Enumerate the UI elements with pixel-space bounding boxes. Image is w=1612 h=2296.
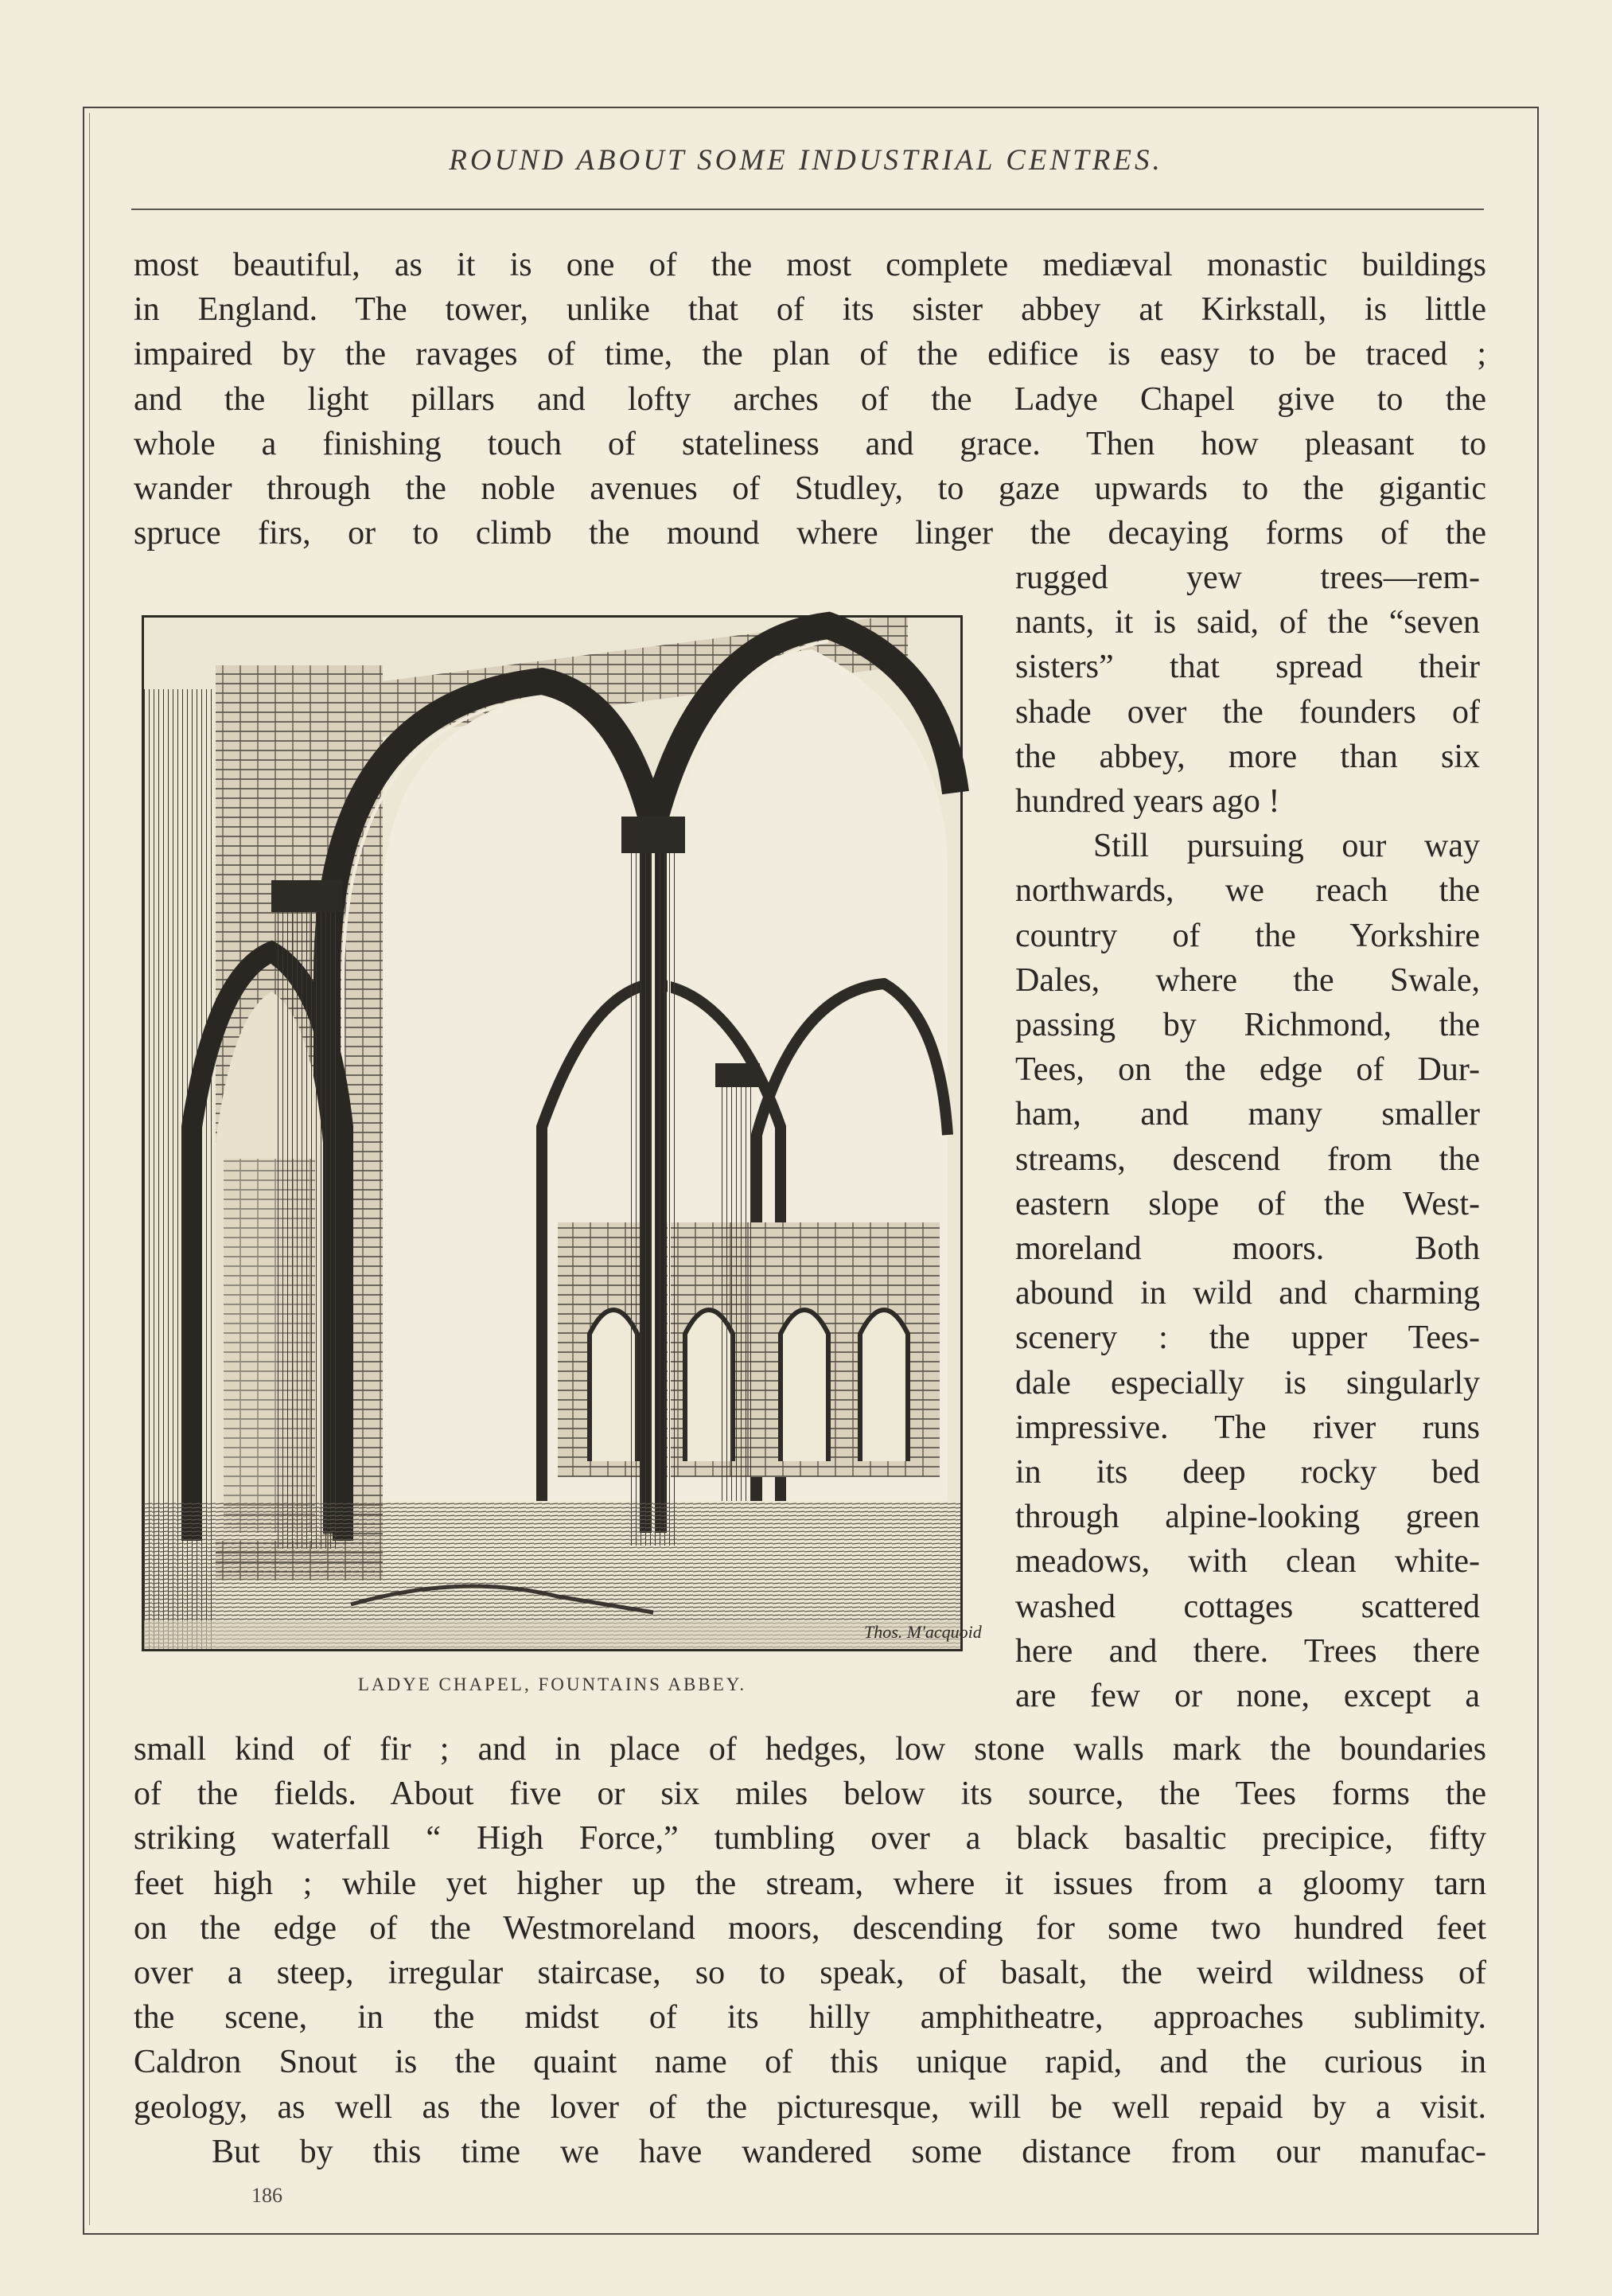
engraver-signature: Thos. M'acquoid	[864, 1622, 982, 1642]
text-line: striking waterfall “ High Force,” tumbling over a black basaltic precipice, fifty	[134, 1820, 1486, 1857]
text-line: wander through the noble avenues of Studley, to gaze upwards to the gigantic	[134, 470, 1486, 508]
column-capital	[621, 817, 685, 853]
text-line: abound in wild and charming	[1015, 1275, 1480, 1312]
text-line: whole a finishing touch of stateliness and grace. Then how pleasant to	[134, 425, 1486, 462]
text-line: most beautiful, as it is one of the most complete mediæval monastic buildings	[134, 247, 1486, 283]
text-line: here and there. Trees there	[1015, 1632, 1480, 1670]
text-line: impaired by the ravages of time, the plan of the edifice is easy to be traced ;	[134, 336, 1486, 373]
text-line: rugged yew trees—rem-	[1015, 559, 1480, 596]
header-rule	[131, 209, 1484, 210]
text-line: sisters” that spread their	[1015, 649, 1480, 686]
text-line: geology, as well as the lover of the picturesque, will be well repaid by a visit.	[134, 2088, 1486, 2126]
top-paragraph	[134, 243, 1486, 555]
text-line: Caldron Snout is the quaint name of this unique rapid, and the curious in	[134, 2044, 1486, 2081]
text-line: hundred years ago !	[1015, 783, 1280, 821]
bottom-paragraph	[134, 1727, 1486, 2174]
left-capital	[271, 880, 343, 912]
text-line: in its deep rocky bed	[1015, 1454, 1480, 1491]
second-column	[722, 1087, 753, 1501]
left-column-cluster	[275, 912, 339, 1549]
text-line: passing by Richmond, the	[1015, 1007, 1480, 1044]
text-line: Dales, where the Swale,	[1015, 961, 1480, 999]
figure-caption: LADYE CHAPEL, FOUNTAINS ABBEY.	[357, 1674, 747, 1694]
text-line: scenery : the upper Tees-	[1015, 1320, 1480, 1357]
text-line: and the light pillars and lofty arches of the Ladye Chapel give to the	[134, 380, 1486, 418]
text-line: washed cottages scattered	[1015, 1588, 1480, 1625]
text-line: the scene, in the midst of its hilly amphitheatre, approaches sublimity.	[134, 1999, 1486, 2037]
running-title: ROUND ABOUT SOME INDUSTRIAL CENTRES.	[449, 144, 1163, 177]
text-line: meadows, with clean white-	[1015, 1543, 1480, 1581]
second-column-capital	[715, 1063, 760, 1087]
text-line: on the edge of the Westmoreland moors, descending for some two hundred feet	[134, 1909, 1486, 1947]
text-line: in England. The tower, unlike that of its sister abbey at Kirkstall, is little	[134, 291, 1486, 329]
text-line: streams, descend from the	[1015, 1140, 1480, 1178]
text-line: moreland moors. Both	[1015, 1230, 1480, 1268]
text-line: eastern slope of the West-	[1015, 1185, 1480, 1222]
text-line: small kind of fir ; and in place of hedges, low stone walls mark the boundaries	[134, 1731, 1486, 1768]
text-line: of the fields. About five or six miles below its source, the Tees forms the	[134, 1776, 1486, 1813]
text-line: impressive. The river runs	[1015, 1409, 1480, 1446]
text-line: through alpine-looking green	[1015, 1499, 1480, 1536]
engraving-ladye-chapel	[142, 615, 982, 1651]
ground-foreground	[144, 1620, 960, 1649]
side-column-text	[1015, 555, 1480, 1718]
text-line: shade over the founders of	[1015, 693, 1480, 731]
text-line: dale especially is singularly	[1015, 1364, 1480, 1401]
text-line: over a steep, irregular staircase, so to speak, of basalt, the weird wildness of	[134, 1955, 1486, 1992]
text-line: Tees, on the edge of Dur-	[1015, 1051, 1480, 1089]
text-line: spruce firs, or to climb the mound where linger the decaying forms of the	[134, 515, 1486, 552]
page-border-inner	[89, 113, 90, 2225]
text-line: feet high ; while yet higher up the stream, where it issues from a gloomy tarn	[134, 1865, 1486, 1902]
text-line: country of the Yorkshire	[1015, 917, 1480, 954]
page-number: 186	[251, 2184, 282, 2207]
text-line: the abbey, more than six	[1015, 738, 1480, 775]
text-line: Still pursuing our way	[1093, 828, 1480, 865]
text-line: But by this time we have wandered some distance from our manufac-	[212, 2133, 1486, 2170]
text-line: are few or none, except a	[1015, 1678, 1480, 1715]
text-line: ham, and many smaller	[1015, 1096, 1480, 1133]
text-line: nants, it is said, of the “seven	[1015, 604, 1480, 641]
text-line: northwards, we reach the	[1015, 872, 1480, 910]
